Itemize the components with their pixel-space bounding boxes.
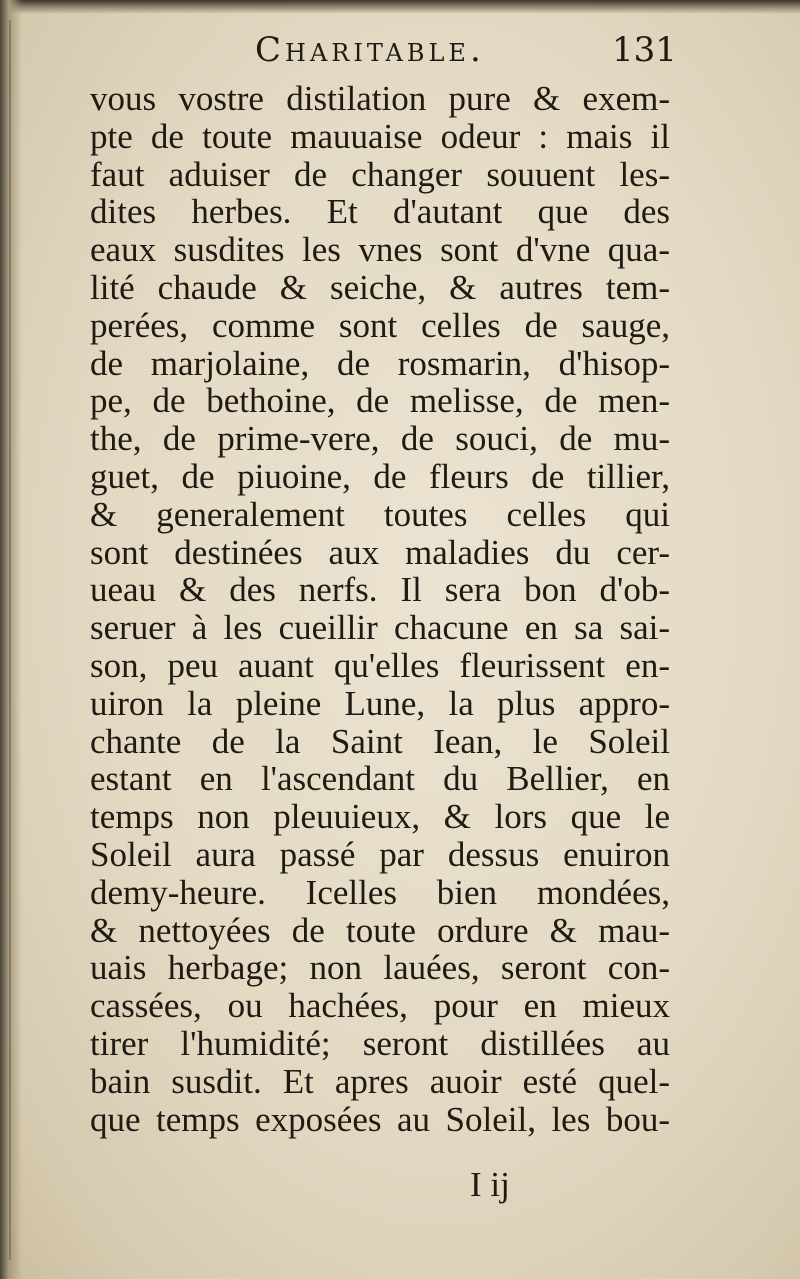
- text-line: pte de toute mauuaise odeur : mais il: [90, 116, 670, 156]
- text-line: seruer à les cueillir chacune en sa sai-: [90, 608, 670, 648]
- page-number: 131: [612, 30, 677, 70]
- page-header: [0, 28, 800, 78]
- text-line: lité chaude & seiche, & autres tem-: [90, 267, 670, 307]
- text-line: ueau & des nerfs. Il sera bon d'ob-: [90, 570, 670, 610]
- text-line: bain susdit. Et apres auoir esté quel-: [90, 1061, 670, 1101]
- text-line: uais herbage; non lauées, seront con-: [90, 948, 670, 988]
- text-line: sont destinées aux maladies du cer-: [90, 532, 670, 572]
- text-line: faut aduiser de changer souuent les-: [90, 154, 670, 194]
- text-line: tirer l'humidité; seront distillées au: [90, 1023, 670, 1063]
- text-line: Soleil aura passé par dessus enuiron: [90, 834, 670, 874]
- text-line: estant en l'ascendant du Bellier, en: [90, 759, 670, 799]
- text-line: vous vostre distilation pure & exem-: [90, 79, 670, 118]
- text-line: chante de la Saint Iean, le Soleil: [90, 721, 670, 761]
- text-line: the, de prime-vere, de souci, de mu-: [90, 419, 670, 459]
- text-line: de marjolaine, de rosmarin, d'hisop-: [90, 343, 670, 383]
- gutter-line: [9, 20, 11, 1260]
- text-line: & generalement toutes celles qui: [90, 494, 670, 534]
- text-line: pe, de bethoine, de melisse, de men-: [90, 381, 670, 421]
- page-binding-edge: [0, 0, 22, 1279]
- text-line: eaux susdites les vnes sont d'vne qua-: [90, 230, 670, 270]
- text-line: & nettoyées de toute ordure & mau-: [90, 910, 670, 950]
- text-line: uiron la pleine Lune, la plus appro-: [90, 683, 670, 723]
- text-line: perées, comme sont celles de sauge,: [90, 305, 670, 345]
- text-line: son, peu auant qu'elles fleurissent en-: [90, 645, 670, 685]
- running-title: Charitable.: [255, 30, 485, 70]
- text-line: temps non pleuuieux, & lors que le: [90, 797, 670, 837]
- signature-mark: I ij: [470, 1165, 510, 1204]
- text-line: demy-heure. Icelles bien mondées,: [90, 872, 670, 912]
- text-line: guet, de piuoine, de fleurs de tillier,: [90, 456, 670, 496]
- page-top-edge: [0, 0, 800, 14]
- text-line: cassées, ou hachées, pour en mieux: [90, 986, 670, 1026]
- text-line: dites herbes. Et d'autant que des: [90, 192, 670, 232]
- text-line: que temps exposées au Soleil, les bou-: [90, 1099, 670, 1139]
- body-text: [90, 80, 670, 1138]
